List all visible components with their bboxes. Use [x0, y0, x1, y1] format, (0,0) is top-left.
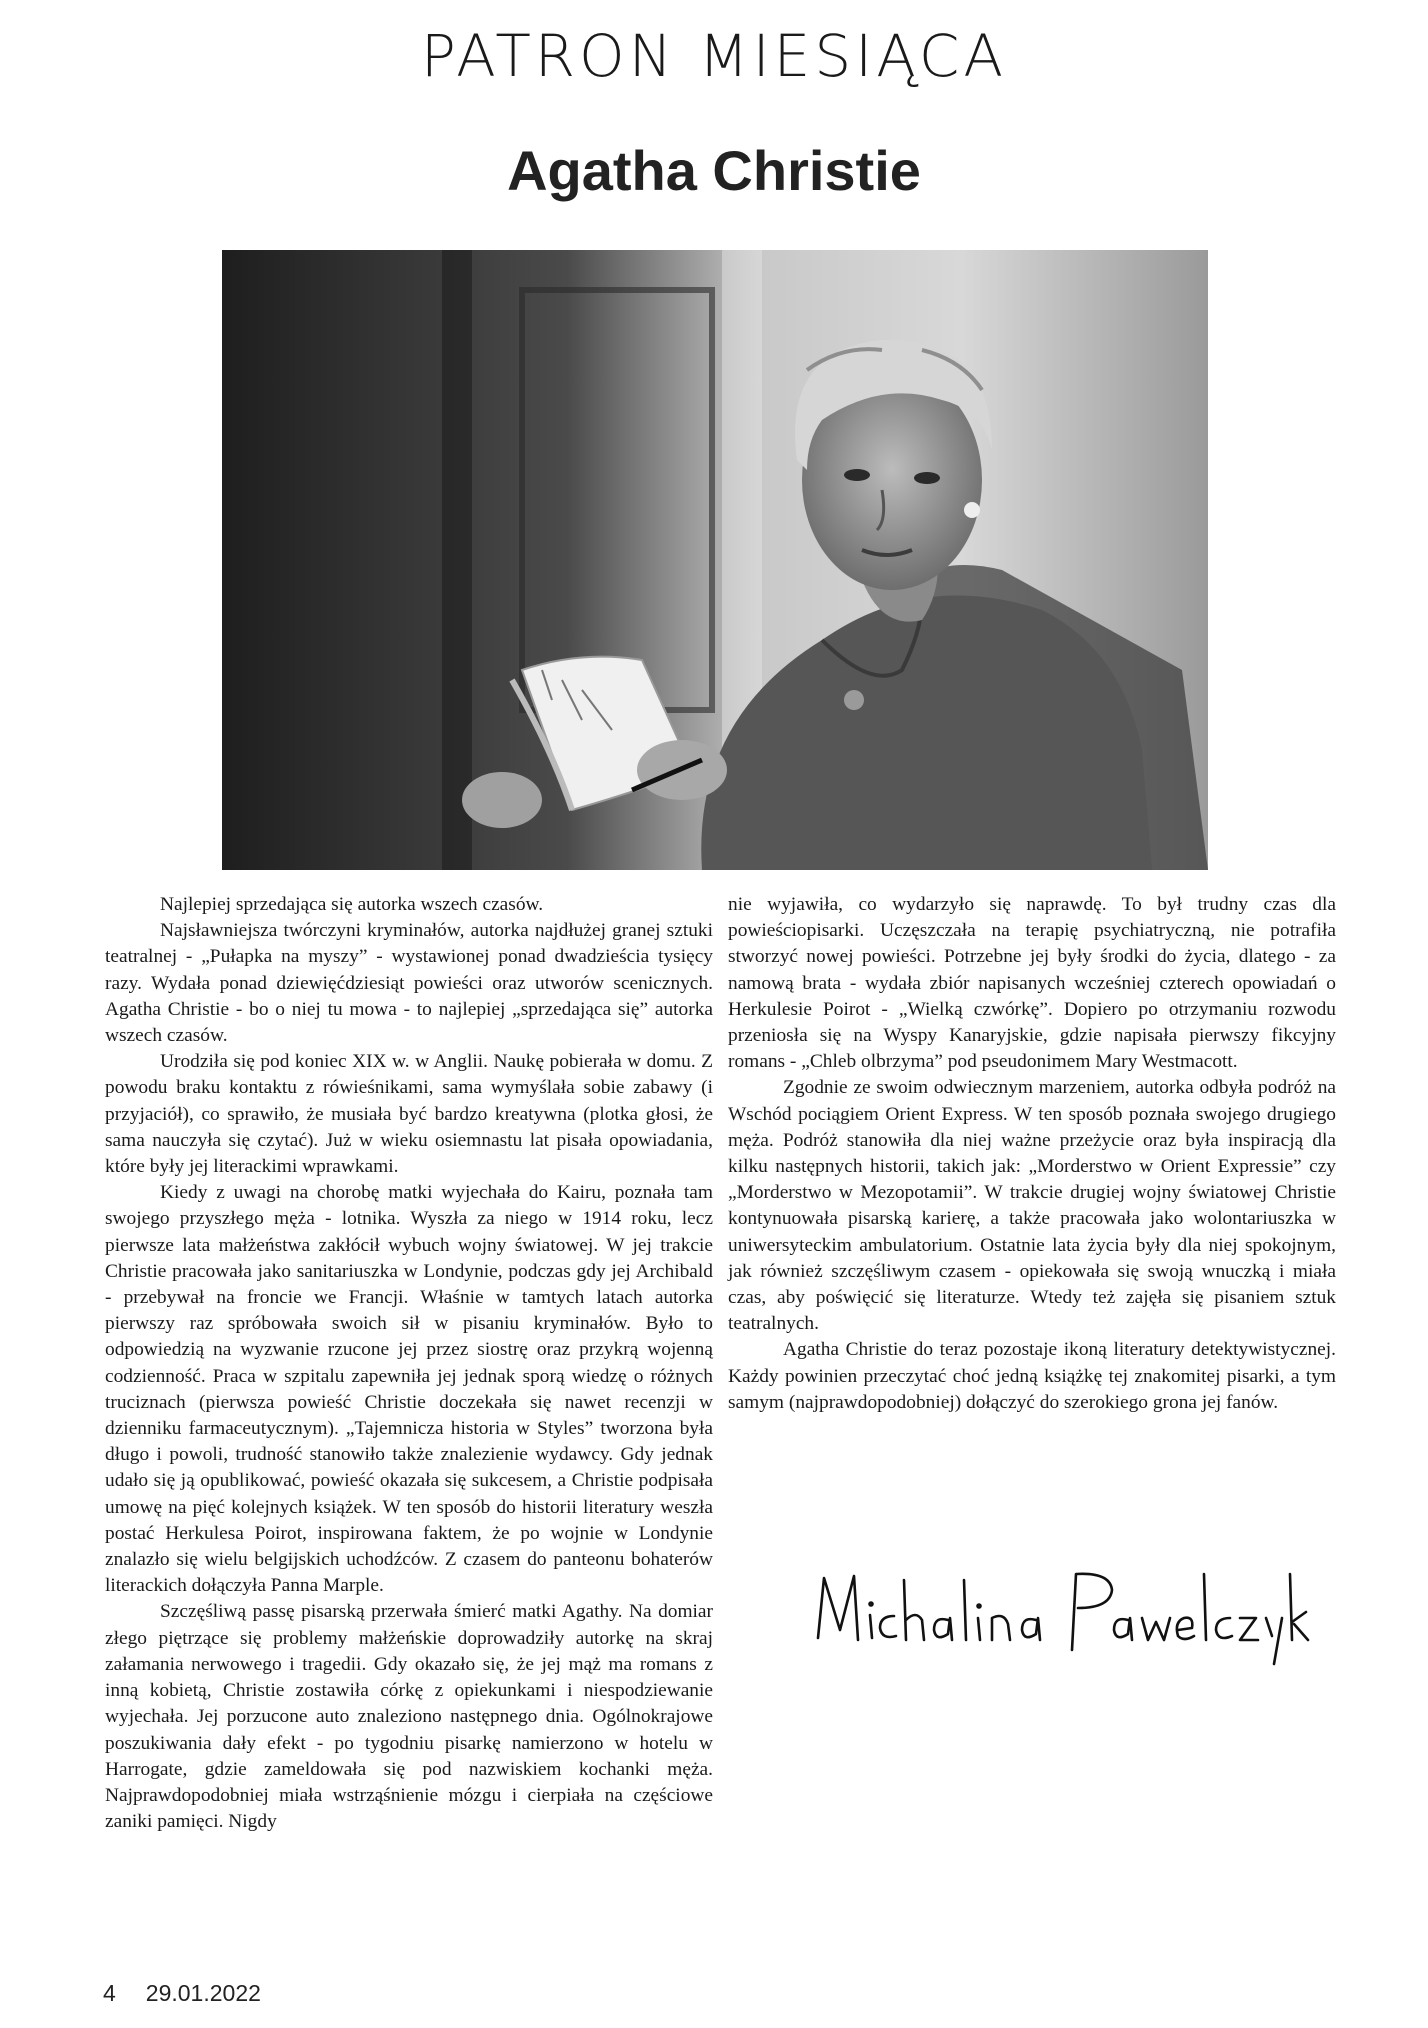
article-column-left: [105, 892, 713, 1835]
section-header: PATRON MIESIĄCA: [420, 22, 1008, 90]
page-number: 4: [103, 1980, 116, 2006]
signature-icon: [810, 1560, 1310, 1670]
article-paragraph: Szczęśliwą passę pisarską przerwała śmierć matki Agathy. Na domiar złego piętrzące się problemy małżeńskie doprowadziły autorkę na skraj załamania nerwowego i tragedii. Gdy okazało się, że jej mąż ma romans z inną kobietą, Christie zostawiła córkę z opiekunkami i niespodziewanie wyjechała. Jej porzucone auto znaleziono następnego dnia. Ogólnokrajowe poszukiwania dały efekt - po tygodniu pisarkę namierzono w hotelu w Harrogate, gdzie zameldowała się pod nazwiskiem kochanki męża. Najprawdopodobniej miała wstrząśnienie mózgu i cierpiała na częściowe zaniki pamięci. Nigdy: [105, 1601, 713, 1833]
page-footer: [103, 1980, 261, 2007]
article-column-right: [728, 892, 1336, 1416]
portrait-photo-icon: [222, 250, 1208, 870]
issue-date: 29.01.2022: [145, 1980, 261, 2006]
article-paragraph: Najlepiej sprzedająca się autorka wszech czasów.: [160, 894, 544, 915]
portrait-photo: [222, 250, 1208, 870]
article-paragraph: Agatha Christie do teraz pozostaje ikoną literatury detektywistycznej. Każdy powinien przeczytać choć jedną książkę tej znakomitej pisarki, a tym samym (najprawdopodobniej) dołączyć do szerokiego grona jej fanów.: [728, 1339, 1336, 1413]
article-paragraph: Urodziła się pod koniec XIX w. w Anglii. Naukę pobierała w domu. Z powodu braku kontaktu z rówieśnikami, sama wymyślała sobie zabawy (i przyjaciół), co sprawiło, że musiała być bardzo kreatywna (plotka głosi, że sama nauczyła się czytać). Już w wieku osiemnastu lat pisała opowiadania, które były jej literackimi wprawkami.: [105, 1051, 713, 1178]
article-paragraph: nie wyjawiła, co wydarzyło się naprawdę. To był trudny czas dla powieściopisarki. Uczęszczała na terapię psychiatryczną, nie potrafiła stworzyć nowej powieści. Potrzebne jej były środki do życia, dlatego - za namową brata - wydała zbiór napisanych wcześniej czterech opowiadań o Herkulesie Poirot - „Wielką czwórkę”. Dopiero po otrzymaniu rozwodu przeniosła się na Wyspy Kanaryjskie, gdzie napisała pierwszy fikcyjny romans - „Chleb olbrzyma” pod pseudonimem Mary Westmacott.: [728, 894, 1336, 1073]
article-paragraph: Kiedy z uwagi na chorobę matki wyjechała do Kairu, poznała tam swojego przyszłego męża - lotnika. Wyszła za niego w 1914 roku, lecz pierwsze lata małżeństwa zakłócił wybuch wojny światowej. W jej trakcie Christie pracowała jako sanitariuszka w Londynie, podczas gdy jej Archibald - przebywał na froncie we Francji. Właśnie w tamtych latach autorka pierwszy raz spróbowała swoich sił w pisaniu kryminałów. Było to odpowiedzią na wyzwanie rzucone jej przez siostrę oraz przykrą wojenną codzienność. Praca w szpitalu zapewniła jej jednak sporą wiedzę o różnych truciznach (pierwsza powieść Christie doczekała się nawet recenzji w dzienniku farmaceutycznym). „Tajemnicza historia w Styles” tworzona była długo i powoli, trudność stanowiło także znalezienie wydawcy. Gdy jednak udało się ją opublikować, powieść okazała się sukcesem, a Christie podpisała umowę na pięć kolejnych książek. W ten sposób do historii literatury weszła postać Herkulesa Poirot, inspirowana faktem, że po wojnie w Londynie znalazło się wielu belgijskich uchodźców. Z czasem do panteonu bohaterów literackich dołączyła Panna Marple.: [105, 1182, 713, 1597]
article-paragraph: Najsławniejsza twórczyni kryminałów, autorka najdłużej granej sztuki teatralnej - „Pułapka na myszy” - wystawionej ponad dwadzieścia tysięcy razy. Wydała ponad dziewięćdziesiąt powieści oraz utworów scenicznych. Agatha Christie - bo o niej tu mowa - to najlepiej „sprzedająca się” autorka wszech czasów.: [105, 920, 713, 1047]
author-signature: [810, 1560, 1310, 1670]
article-paragraph: Zgodnie ze swoim odwiecznym marzeniem, autorka odbyła podróż na Wschód pociągiem Orient Express. W ten sposób poznała swojego drugiego męża. Podróż stanowiła dla niej ważne przeżycie oraz była inspiracją dla kilku następnych historii, takich jak: „Morderstwo w Orient Expressie” czy „Morderstwo w Mezopotamii”. W trakcie drugiej wojny światowej Christie kontynuowała pisarską karierę, a także pracowała jako wolontariuszka w uniwersyteckim ambulatorium. Ostatnie lata życia były dla niej spokojnym, jak również szczęśliwym czasem - opiekowała się swoją wnuczką i miała czas, aby poświęcić się literaturze. Wtedy też zajęła się pisaniem sztuk teatralnych.: [728, 1077, 1336, 1335]
page-title: Agatha Christie: [507, 139, 921, 202]
